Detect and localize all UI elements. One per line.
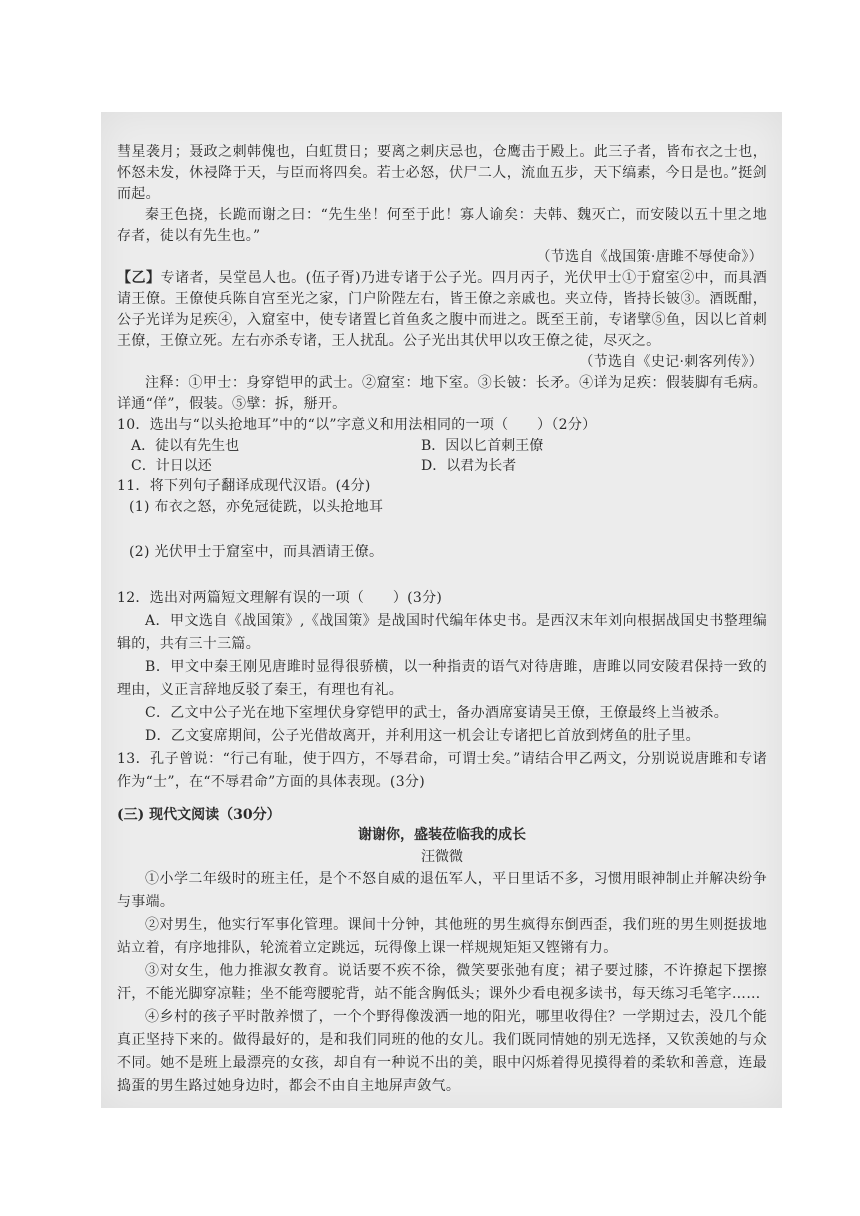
exam-paper: [101, 112, 782, 1108]
question-12-stem: 12．选出对两篇短文理解有误的一项（ ）(3分): [117, 590, 443, 606]
question-12-option-c: C．乙文中公子光在地下室埋伏身穿铠甲的武士，备办酒席宴请吴王僚，王僚最终上当被杀。: [145, 705, 729, 721]
passage-b-notes: 注释：①甲士：身穿铠甲的武士。②窟室：地下室。③长铍：长矛。④详为足疾：假装脚有毛病。详通“佯”，假装。⑤擘：拆，掰开。: [117, 375, 767, 412]
answer-space: [117, 518, 767, 542]
passage-b-label: 【乙】: [117, 270, 161, 286]
exam-content: [117, 142, 767, 1098]
article-paragraph-4: ④乡村的孩子平时散养惯了，一个个野得像泼洒一地的阳光，哪里收得住？一学期过去，没几个能真正坚持下来的。做得最好的，是和我们同班的他的女儿。我们既同情她的别无选择，又钦羡她的与众不同。她不是班上最漂亮的女孩，却自有一种说不出的美，眼中闪烁着得见摸得着的柔软和善意，连最捣蛋的男生路过她身边时，都会不由自主地屏声敛气。: [117, 1009, 767, 1094]
question-10-option-c: C．计日以还: [131, 458, 212, 474]
article-body: [117, 868, 767, 1098]
article-paragraph-3: ③对女生，他力推淑女教育。说话要不疾不徐，微笑要张弛有度；裙子要过膝，不许撩起下摆擦汗，不能光脚穿凉鞋；坐不能弯腰驼背，站不能含胸低头；课外少看电视多读书，每天练习毛笔字……: [117, 963, 767, 1002]
passage-b-source: （节选自《史记·刺客列传》）: [579, 354, 763, 370]
passage-b-body: 专诸者，吴堂邑人也。(伍子胥)乃进专诸于公子光。四月丙子，光伏甲士①于窟室②中，而具酒请王僚。王僚使兵陈自宫至光之家，门户阶陛左右，皆王僚之亲戚也。夹立侍，皆持长铍③。酒既酣，公子光详为足疾④，入窟室中，使专诸置匕首鱼炙之腹中而进之。既至王前，专诸擘⑤鱼，因以匕首刺王僚，王僚立死。左右亦杀专诸，王人扰乱。公子光出其伏甲以攻王僚之徒，尽灭之。: [117, 270, 767, 349]
article-title: 谢谢你，盛装莅临我的成长: [358, 827, 526, 843]
question-10-stem: 10．选出与“以头抢地耳”中的“以”字意义和用法相同的一项（ ）（2分）: [117, 417, 597, 433]
question-10-option-d: D．以君为长者: [421, 458, 517, 474]
article-paragraph-1: ①小学二年级时的班主任，是个不怒自威的退伍军人，平日里话不多，习惯用眼神制止并解决纷争与事端。: [117, 871, 767, 910]
question-12-option-b: B．甲文中秦王刚见唐雎时显得很骄横，以一种指责的语气对待唐雎，唐雎以同安陵君保持一致的理由，义正言辞地反驳了秦王，有理也有礼。: [117, 659, 767, 698]
section-heading: (三) 现代文阅读（30分）: [117, 807, 281, 823]
question-12-option-d: D．乙文宴席期间，公子光借故离开，并利用这一机会让专诸把匕首放到烤鱼的肚子里。: [145, 728, 700, 744]
passage-a-paragraph-1: 彗星袭月；聂政之刺韩傀也，白虹贯日；要离之刺庆忌也，仓鹰击于殿上。此三子者，皆布衣之士也，怀怒未发，休祲降于天，与臣而将四矣。若士必怒，伏尸二人，流血五步，天下缟素，今日是也。”挺剑而起。: [117, 144, 767, 202]
article-paragraph-2: ②对男生，他实行军事化管理。课间十分钟，其他班的男生疯得东倒西歪，我们班的男生则挺拔地站立着，有序地排队，轮流着立定跳远，玩得像上课一样规规矩矩又铿锵有力。: [117, 917, 767, 956]
passage-a-paragraph-2: 秦王色挠，长跪而谢之曰：“先生坐！何至于此！寡人谕矣：夫韩、魏灭亡，而安陵以五十里之地存者，徒以有先生也。”: [117, 207, 767, 244]
passage-a-source: （节选自《战国策·唐雎不辱使命》）: [536, 249, 763, 265]
passage-b-text: [117, 268, 767, 352]
question-10-option-a: A．徒以有先生也: [131, 438, 240, 454]
question-12: [117, 587, 767, 794]
answer-space: [117, 563, 767, 587]
question-10-option-b: B．因以匕首刺王僚: [421, 438, 544, 454]
question-12-option-a: A．甲文选自《战国策》,《战国策》是战国时代编年体史书。是西汉末年刘向根据战国史书整理编辑的，共有三十三篇。: [117, 613, 767, 652]
question-10-options: [131, 436, 767, 476]
question-11-stem: 11．将下列句子翻译成现代汉语。(4分): [117, 478, 371, 494]
question-11-sentence-2: (2) 光伏甲士于窟室中，而具酒请王僚。: [129, 544, 384, 560]
article-author: 汪微微: [421, 849, 463, 865]
question-13: 13．孔子曾说：“行己有耻，使于四方，不辱君命，可谓士矣。”请结合甲乙两文，分别说说唐雎和专诸作为“士”，在“不辱君命”方面的具体表现。(3分): [117, 751, 767, 790]
question-11-sentence-1: (1) 布衣之怒，亦免冠徒跣，以头抢地耳: [129, 499, 384, 515]
